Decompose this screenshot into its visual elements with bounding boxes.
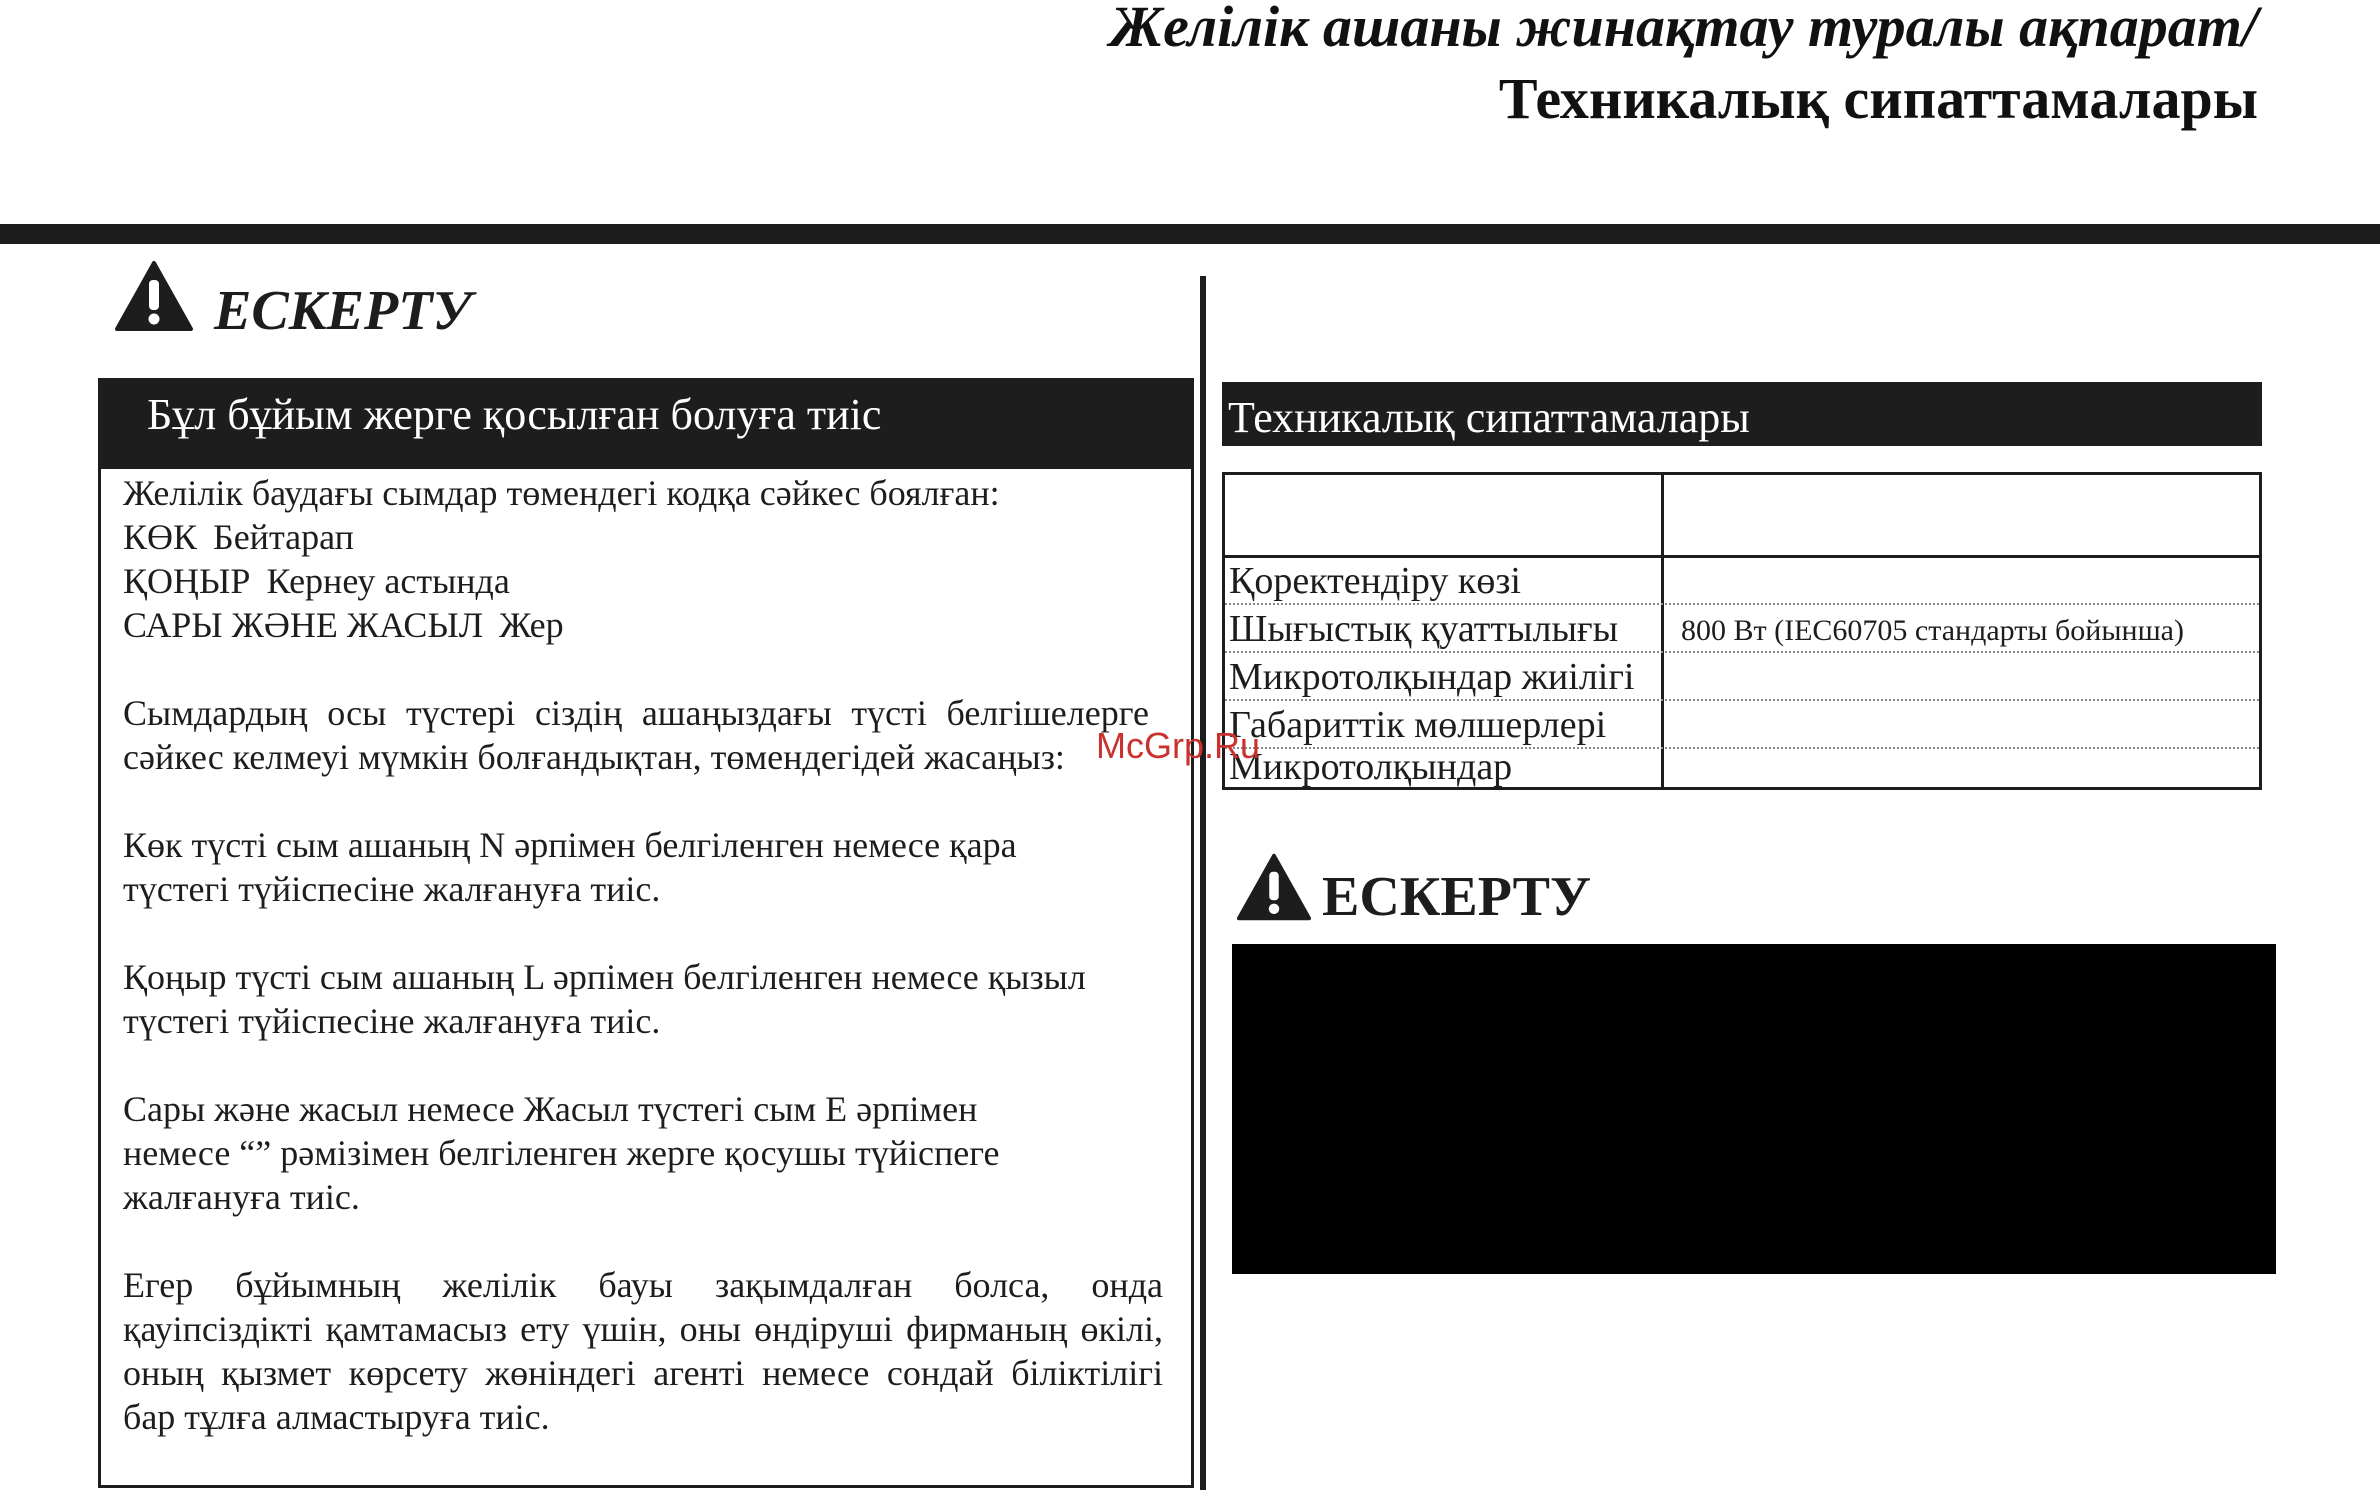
spec-row-output-power: Шығыстық қуаттылығы 800 Вт (IEC60705 стандарты бойынша) [1225,605,2259,653]
warning-triangle-icon [1236,852,1312,922]
paragraph-ground-wire: Сары және жасыл немесе Жасыл түстегі сым E әрпімен немесе “” рәмізімен белгіленген жерге қосушы түйіспеге жалғануға тиіс. [123,1089,1000,1217]
warning-triangle-icon [114,260,194,332]
paragraph-damaged-cord: Егер бұйымның желілік бауы зақымдалған болса, онда қауіпсіздікті қамтамасыз ету үшін, оны өндіруші фирманың өкілі, оның қызмет көрсету жөніндегі агенті немесе сондай біліктілігі бар тұлға алмастыруға тиіс. [123,1265,1164,1437]
paragraph-color-mismatch: Сымдардың осы түстері сіздің ашаңыздағы түсті белгішелерге сәйкес келмеуі мүмкін болғандықтан, төмендегідей жасаңыз: [123,693,1149,777]
spec-table [1222,472,2262,790]
redacted-block [1232,944,2276,1274]
wire-code-green-yellow: САРЫ ЖӘНЕ ЖАСЫЛ Жер [123,605,564,645]
wire-code-blue: КӨК Бейтарап [123,517,354,557]
spec-row-dimensions: Габариттік мөлшерлері [1225,701,2259,749]
spec-row-power-source: Қоректендіру көзі [1225,557,2259,605]
column-divider [1200,276,1206,1490]
spec-heading: Техникалық сипаттамалары [1228,393,1750,442]
grounding-notice-text [123,471,1173,1439]
spec-row-microwave-frequency: Микротолқындар жиілігі [1225,653,2259,701]
grounding-notice-header [101,381,1191,469]
watermark: McGrp.Ru [1096,725,1261,766]
spec-heading-bar [1222,382,2262,446]
paragraph-blue-wire: Көк түсті сым ашаның N әрпімен белгіленген немесе қара түстегі түйіспесіне жалғануға тиіс. [123,825,1017,909]
grounding-notice-title: Бұл бұйым жерге қосылған болуға тиіс [147,390,882,439]
warning-label: ЕСКЕРТУ [214,280,472,342]
warning-label-right: ЕСКЕРТУ [1322,866,1592,928]
wire-code-brown: ҚОҢЫР Кернеу астында [123,561,510,601]
page-title-line-2: Техникалық сипаттамалары [1498,66,2258,131]
grounding-notice-box [98,378,1194,1488]
spec-row-microwaves: Микротолқындар [1229,746,1513,788]
wire-code-intro: Желілік баудағы сымдар төмендегі кодқа сәйкес боялған: [123,473,1000,513]
paragraph-brown-wire: Қоңыр түсті сым ашаның L әрпімен белгіленген немесе қызыл түстегі түйіспесіне жалғануға тиіс. [123,957,1086,1041]
header-rule [0,224,2380,244]
page-title-line-1: Желілік ашаны жинақтау туралы ақпарат/ [1109,0,2258,59]
